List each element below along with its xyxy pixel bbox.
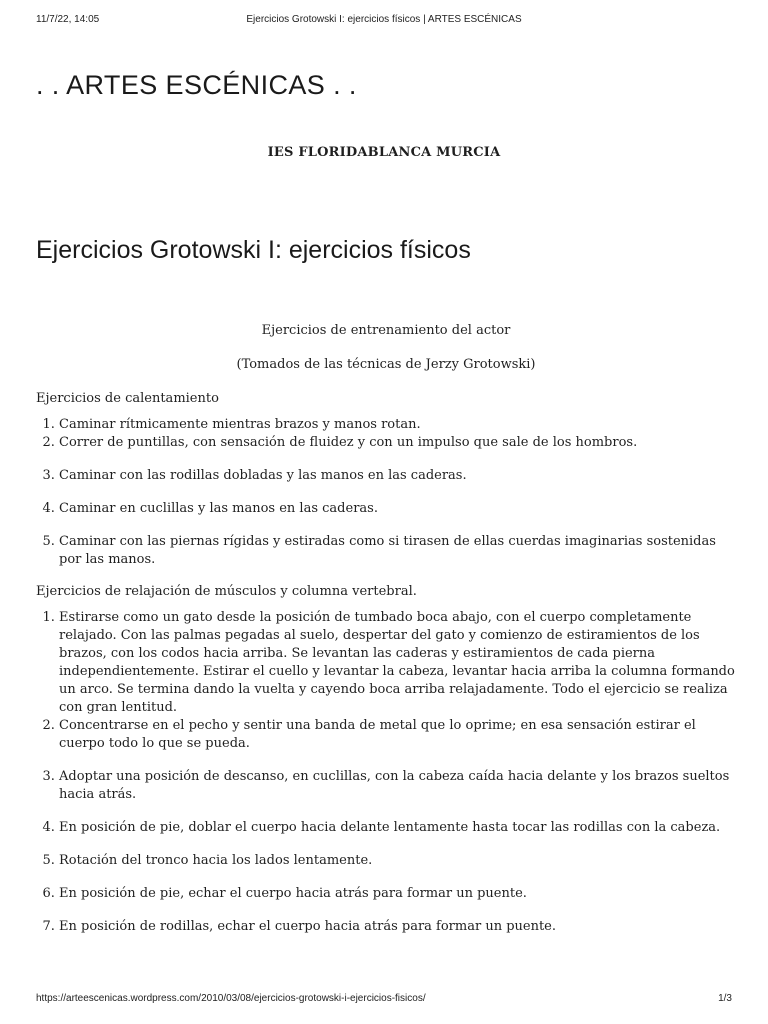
print-url: https://arteescenicas.wordpress.com/2010/03/08/ejercicios-grotowski-i-ejercicios-fisicos/ xyxy=(36,993,426,1004)
list-item: 6. En posición de pie, echar el cuerpo hacia atrás para formar un puente. xyxy=(59,885,736,903)
list-item: 4. Caminar en cuclillas y las manos en las caderas. xyxy=(59,500,736,518)
list-item: 3. Caminar con las rodillas dobladas y las manos en las caderas. xyxy=(59,467,736,485)
list-item: 4. En posición de pie, doblar el cuerpo hacia delante lentamente hasta tocar las rodillas con la cabeza. xyxy=(59,819,736,837)
list-item: 7. En posición de rodillas, echar el cuerpo hacia atrás para formar un puente. xyxy=(59,918,736,936)
intro-line-1: Ejercicios de entrenamiento del actor xyxy=(261,323,511,338)
list-item: 2. Concentrarse en el pecho y sentir una banda de metal que lo oprime; en esa sensación estirar el cuerpo todo lo que se pueda. xyxy=(59,717,736,753)
print-datetime: 11/7/22, 14:05 xyxy=(36,14,100,25)
print-page-number: 1/3 xyxy=(718,993,732,1004)
section-heading-relaxation: Ejercicios de relajación de músculos y columna vertebral. xyxy=(36,584,417,599)
list-item: 5. Caminar con las piernas rígidas y estiradas como si tirasen de ellas cuerdas imaginarias sostenidas por las manos. xyxy=(59,533,736,569)
list-item: 1. Caminar rítmicamente mientras brazos y manos rotan. xyxy=(59,416,736,434)
print-page-title: Ejercicios Grotowski I: ejercicios físicos | ARTES ESCÉNICAS xyxy=(246,14,522,25)
relaxation-list xyxy=(36,609,736,936)
post-content xyxy=(36,322,736,936)
list-item: 3. Adoptar una posición de descanso, en cuclillas, con la cabeza caída hacia delante y los brazos sueltos hacia atrás. xyxy=(59,768,736,804)
section-heading-warmup: Ejercicios de calentamiento xyxy=(36,391,219,406)
list-item: 5. Rotación del tronco hacia los lados lentamente. xyxy=(59,852,736,870)
site-subtitle: IES FLORIDABLANCA MURCIA xyxy=(267,145,501,160)
list-item: 1. Estirarse como un gato desde la posición de tumbado boca abajo, con el cuerpo completamente relajado. Con las palmas pegadas al suelo, despertar del gato y comienzo de estiramientos de los brazos, con los codos hacia arriba. Se levantan las caderas y estiramientos de cada pierna independientemente. Estirar el cuello y levantar la cabeza, levantar hacia arriba la columna formando un arco. Se termina dando la vuelta y cayendo boca arriba relajadamente. Todo el ejercicio se realiza con gran lentitud. xyxy=(59,609,736,717)
warmup-list xyxy=(36,416,736,569)
post-title[interactable]: Ejercicios Grotowski I: ejercicios físicos xyxy=(36,236,471,264)
site-title[interactable]: . . ARTES ESCÉNICAS . . xyxy=(36,70,357,100)
list-item: 2. Correr de puntillas, con sensación de fluidez y con un impulso que sale de los hombros. xyxy=(59,434,736,452)
intro-line-2: (Tomados de las técnicas de Jerzy Grotowski) xyxy=(236,357,536,372)
